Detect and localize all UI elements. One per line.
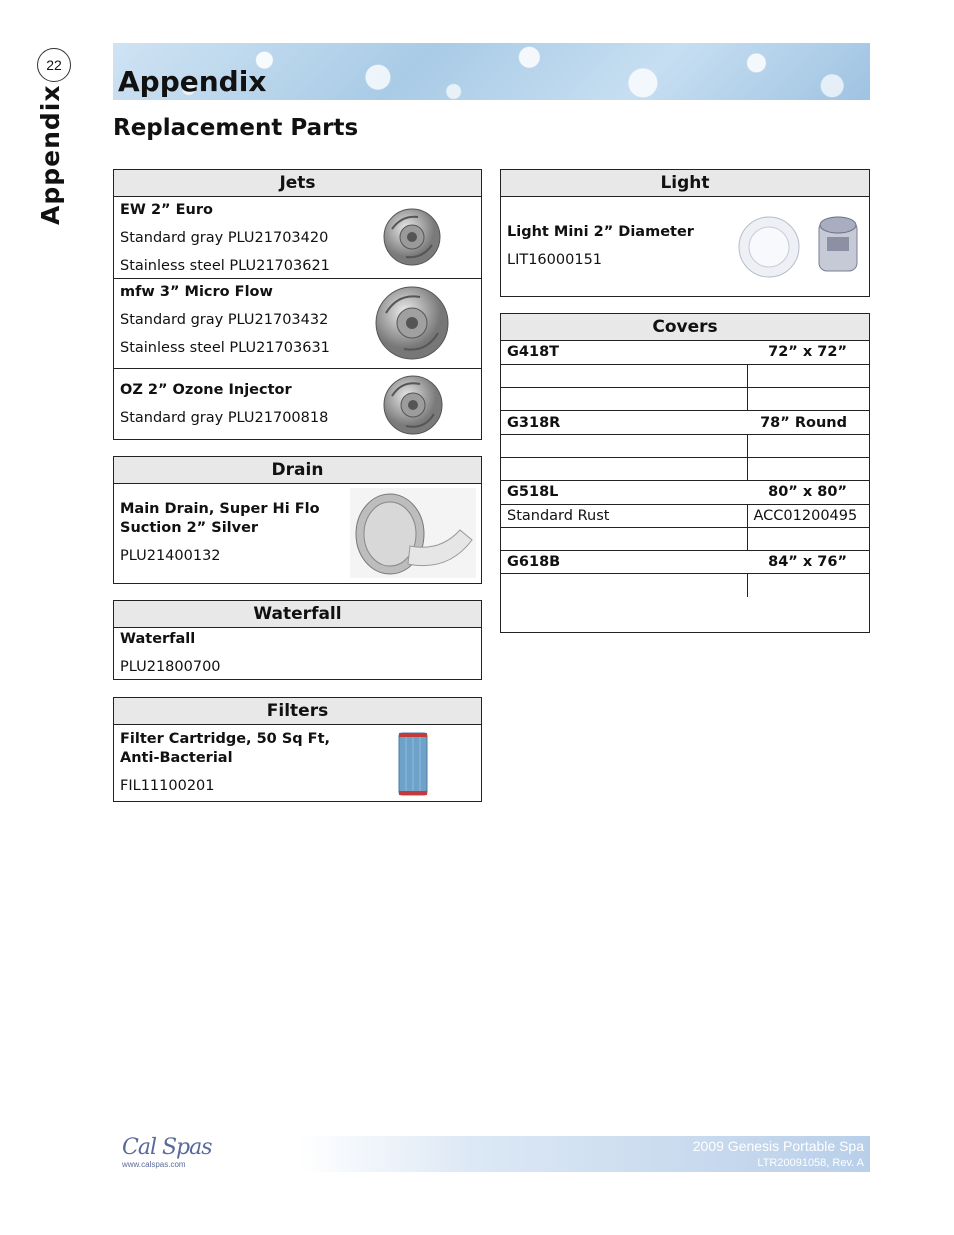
table-row: [501, 504, 869, 527]
cover-cell-value: [747, 527, 869, 550]
cover-cell-value: 84” x 76”: [747, 551, 869, 574]
cover-cell-name: G618B: [501, 551, 747, 574]
cover-cell-name: [501, 527, 747, 550]
logo-url: www.calspas.com: [122, 1160, 186, 1169]
banner-title: Appendix: [118, 65, 267, 98]
footer-doc-number: LTR20091058, Rev. A: [757, 1157, 864, 1169]
jet-part-line: Standard gray PLU21700818: [120, 410, 329, 426]
drain-part-number: PLU21400132: [120, 548, 221, 564]
side-section-label: Appendix: [36, 84, 65, 225]
jet-name: OZ 2” Ozone Injector: [120, 382, 292, 398]
footer-bar: [300, 1136, 870, 1172]
drain-name-line: Suction 2” Silver: [120, 520, 259, 536]
covers-box: [500, 313, 870, 633]
drain-header: Drain: [114, 457, 481, 484]
filter-item: [114, 725, 481, 801]
jets-header: Jets: [114, 170, 481, 197]
jet-name: EW 2” Euro: [120, 202, 213, 218]
table-row: [501, 574, 869, 597]
filters-box: [113, 697, 482, 802]
cover-cell-value: [747, 434, 869, 457]
table-row: [501, 527, 869, 550]
jet-name: mfw 3” Micro Flow: [120, 284, 273, 300]
drain-image: [350, 488, 476, 578]
cover-cell-name: [501, 388, 747, 411]
cover-cell-value: 78” Round: [747, 411, 869, 434]
cover-cell-value: ACC01200495: [747, 504, 869, 527]
jets-box: [113, 169, 482, 440]
waterfall-part-number: PLU21800700: [120, 659, 221, 675]
filter-name-line: Anti-Bacterial: [120, 750, 233, 766]
footer-title: 2009 Genesis Portable Spa: [692, 1138, 864, 1154]
cover-cell-name: Standard Rust: [501, 504, 747, 527]
table-row: [501, 434, 869, 457]
waterfall-header: Waterfall: [114, 601, 481, 628]
filter-name-line: Filter Cartridge, 50 Sq Ft,: [120, 731, 331, 747]
calspas-logo: Cal Spas: [122, 1135, 212, 1160]
page-number: 22: [37, 48, 71, 82]
filter-part-number: FIL11100201: [120, 778, 215, 794]
jet-item-ozone: [114, 368, 481, 440]
cover-cell-value: [747, 388, 869, 411]
light-box: [500, 169, 870, 297]
light-item: [501, 197, 869, 296]
light-image: [737, 211, 865, 281]
jet-item-micro-flow: [114, 278, 481, 368]
cover-model-row: [501, 551, 869, 574]
cover-cell-value: 72” x 72”: [768, 344, 847, 361]
light-header: Light: [501, 170, 869, 197]
cover-cell-value: 80” x 80”: [747, 481, 869, 504]
jet-part-line: Standard gray PLU21703432: [120, 312, 329, 328]
drain-name-line: Main Drain, Super Hi Flo: [120, 501, 320, 517]
cover-cell-value: [747, 457, 869, 480]
header-banner: [113, 43, 870, 100]
cover-model-row: [501, 341, 869, 364]
drain-box: [113, 456, 482, 584]
cover-model-row: [501, 411, 869, 434]
drain-item: [114, 484, 481, 583]
cover-cell-name: [501, 574, 747, 597]
jet-part-line: Stainless steel PLU21703621: [120, 258, 330, 274]
cover-cell-name: [501, 457, 747, 480]
jet-ozone-image: [382, 374, 444, 436]
table-row: [501, 388, 869, 411]
filters-header: Filters: [114, 698, 481, 725]
cover-cell-name: G318R: [501, 411, 747, 434]
cover-cell-value: [747, 574, 869, 597]
jet-euro-image: [382, 207, 442, 267]
cover-cell-name: [501, 364, 747, 387]
filter-cartridge-image: [398, 731, 428, 797]
jet-item-euro: [114, 197, 481, 278]
waterfall-box: [113, 600, 482, 680]
jet-part-line: Stainless steel PLU21703631: [120, 340, 330, 356]
table-row: [501, 364, 869, 387]
light-part-number: LIT16000151: [507, 252, 603, 268]
covers-header: Covers: [501, 314, 869, 341]
jet-part-line: Standard gray PLU21703420: [120, 230, 329, 246]
table-row: [501, 457, 869, 480]
cover-cell-value: [747, 364, 869, 387]
cover-cell-name: G518L: [501, 481, 747, 504]
cover-cell-name: [501, 434, 747, 457]
waterfall-item: [114, 628, 481, 679]
waterfall-name: Waterfall: [120, 631, 196, 647]
jet-micro-flow-image: [374, 285, 450, 361]
cover-model-row: [501, 481, 869, 504]
page-title: Replacement Parts: [113, 115, 359, 141]
cover-cell-name: G418T: [507, 344, 560, 361]
light-name: Light Mini 2” Diameter: [507, 224, 694, 240]
covers-table: [501, 341, 869, 597]
